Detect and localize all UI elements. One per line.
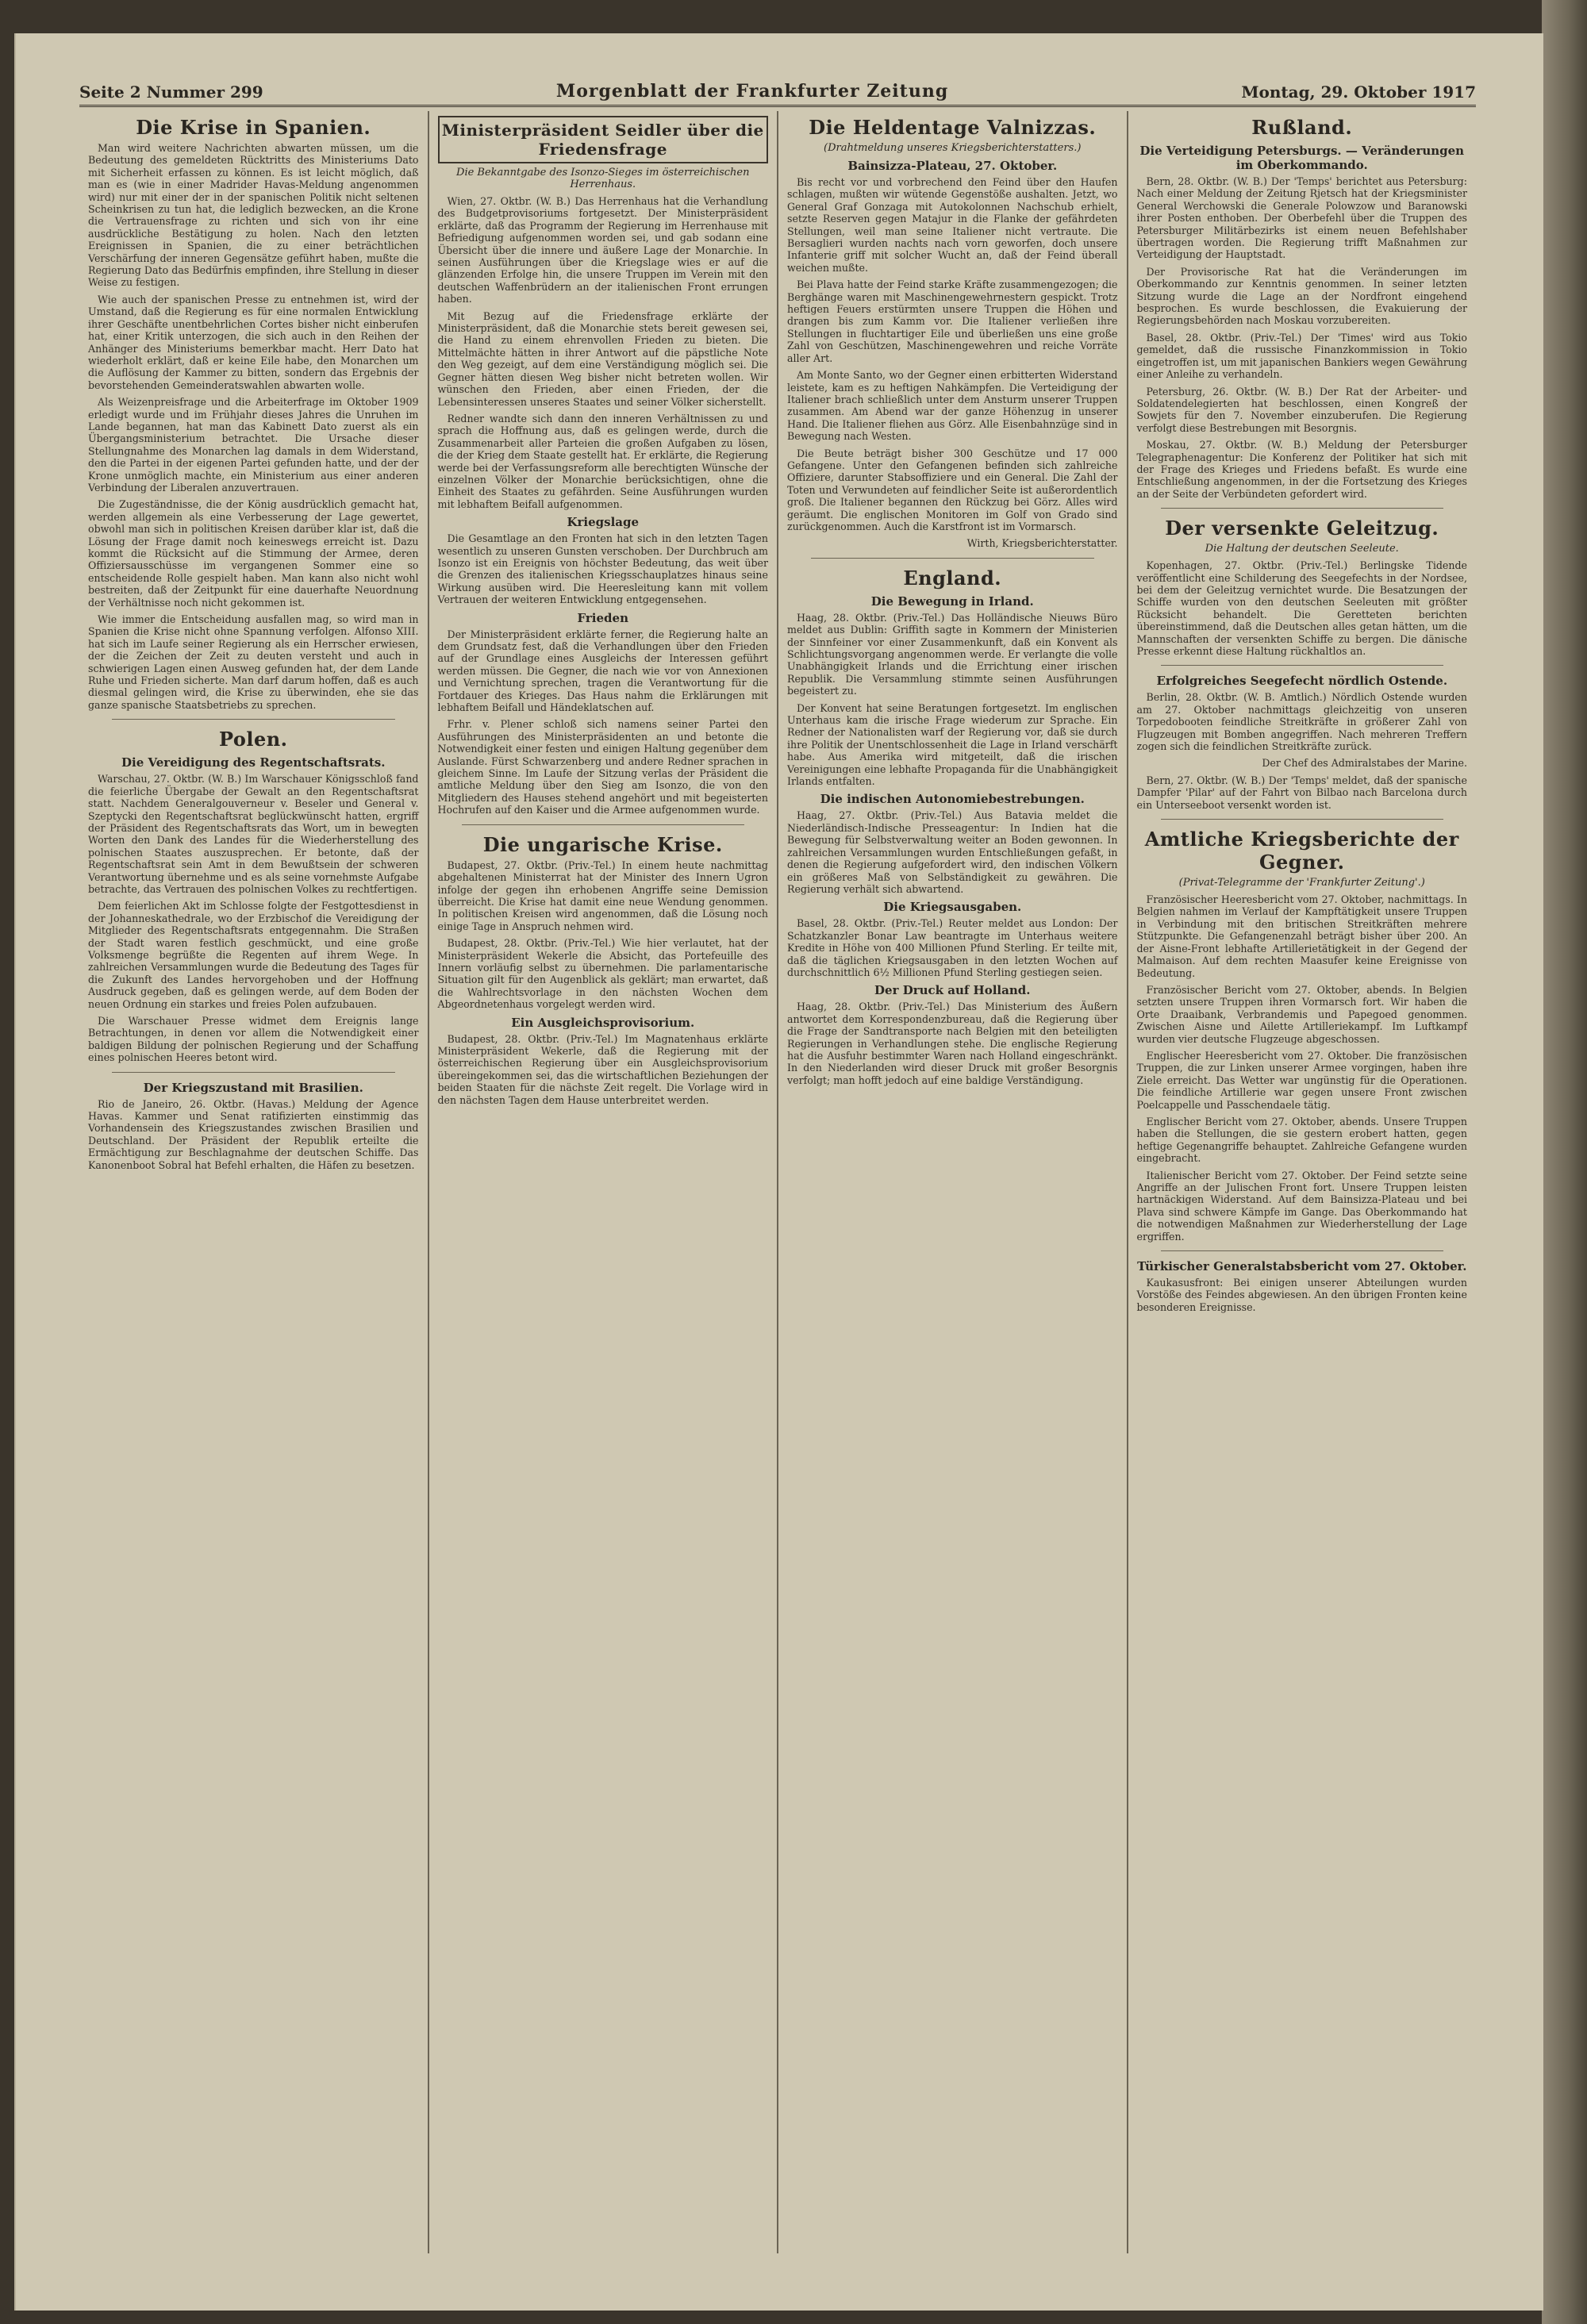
article-paragraph: Haag, 27. Oktbr. (Priv.-Tel.) Aus Batavia meldet die Niederländisch-Indische Presseagentur: In Indien hat die Bewegung für Selbstverwaltung weiter an Boden gewonnen. In zahlreichen Versammlungen wurden Entschließungen gefaßt, in denen die Regierung aufgefordert wird, den indischen Völkern ein größeres Maß von Selbständigkeit zu gewähren. Die Regierung verhält sich abwartend. (787, 809, 1118, 895)
article-title: Ministerpräsident Seidler über die Friedensfrage (438, 116, 769, 163)
column-4 (1128, 111, 1477, 2253)
article-paragraph: Basel, 28. Oktbr. (Priv.-Tel.) Der 'Times' wird aus Tokio gemeldet, daß die russische Finanzkommission in Tokio eingetroffen ist, um mit japanischen Bankiers wegen Gewährung einer Anleihe zu verhandeln. (1136, 331, 1467, 381)
article-paragraph: Berlin, 28. Oktbr. (W. B. Amtlich.) Nördlich Ostende wurden am 27. Oktober nachmittags gleichzeitig von unseren Torpedobooten feindliche Streitkräfte in größerer Zahl von Flugzeugen mit Bomben angegriffen. Nach mehreren Treffern zogen sich die feindlichen Streitkräfte zurück. (1136, 691, 1467, 753)
dateline: Bainsizza-Plateau, 27. Oktober. (847, 159, 1058, 173)
article-title: Türkischer Generalstabsbericht vom 27. Oktober. (1137, 1259, 1467, 1274)
article-title: Die ungarische Krise. (482, 832, 723, 856)
header-page-number: Seite 2 Nummer 299 (79, 83, 263, 102)
article-paragraph: Man wird weitere Nachrichten abwarten müssen, um die Bedeutung des gemeldeten Rücktritts des Ministeriums Dato mit Sicherheit erfassen zu können. Es ist leicht möglich, daß man es (wie in einer Madrider Havas-Meldung angenommen wird) nur mit einer der in der spanischen Politik nicht seltenen Scheinkrisen zu tun hat, die lediglich bezwecken, an die Krone die Vertrauensfrage zu richten und sich von ihr eine ausdrückliche Bestätigung zu holen. Nach den letzten Ereignissen in Spanien, die zu einer beträchtlichen Verschärfung der inneren Gegensätze geführt haben, mußte die Regierung Dato das Bedürfnis empfinden, ihre Stellung in dieser Weise zu festigen. (88, 142, 419, 289)
article-paragraph: Budapest, 28. Oktbr. (Priv.-Tel.) Im Magnatenhaus erklärte Ministerpräsident Wekerle, daß die Regierung mit der österreichischen Regierung über ein Ausgleichsprovisorium übereingekommen sei, das die wirtschaftlichen Beziehungen der beiden Staaten für die nächste Zeit regelt. Die Vorlage wird in den nächsten Tagen dem Hause unterbreitet werden. (437, 1032, 768, 1106)
article-paragraph: Haag, 28. Oktbr. (Priv.-Tel.) Das Holländische Nieuws Büro meldet aus Dublin: Griffith sagte in Kommern der Ministerien der Sinnfeiner vor einer Zusammenkunft, daß ein Konvent als Schlichtungsvorgang angenommen werde. Er verlangte die volle Unabhängigkeit Irlands und die Errichtung einer irischen Republik. Die Versammlung stimmte seinen Ausführungen begeistert zu. (787, 611, 1118, 697)
divider (1161, 1250, 1444, 1251)
article-subtitle: (Privat-Telegramme der 'Frankfurter Zeitung'.) (1178, 877, 1425, 889)
header-date: Montag, 29. Oktober 1917 (1241, 83, 1476, 102)
article-paragraph: Bern, 27. Oktbr. (W. B.) Der 'Temps' meldet, daß der spanische Dampfer 'Pilar' auf der Fahrt von Bilbao nach Barcelona durch ein Unterseeboot versenkt worden ist. (1136, 774, 1467, 811)
byline: Wirth, Kriegsberichterstatter. (966, 537, 1118, 550)
article-paragraph: Kopenhagen, 27. Oktbr. (Priv.-Tel.) Berlingske Tidende veröffentlicht eine Schilderung des Seegefechts in der Nordsee, bei dem der Geleitzug vernichtet wurde. Die Besatzungen der Schiffe wurden von den deutschen Seeleuten mit größter Rücksicht behandelt. Die Geretteten berichten übereinstimmend, daß die Deutschen alles getan hätten, um die Mannschaften der versenkten Schiffe zu bergen. Die dänische Presse erkennt diese Haltung rückhaltlos an. (1136, 559, 1467, 657)
article-title: Erfolgreiches Seegefecht nördlich Ostende. (1156, 674, 1448, 689)
article-paragraph: Frhr. v. Plener schloß sich namens seiner Partei den Ausführungen des Ministerpräsidenten an und betonte die Notwendigkeit einer festen und einigen Haltung gegenüber dem Auslande. Fürst Schwarzenberg und andere Redner sprachen in gleichem Sinne. Im Laufe der Sitzung verlas der Präsident die amtliche Meldung über den Sieg am Isonzo, die von den Mitgliedern des Hauses stehend angehört und mit begeisterten Hochrufen auf den Kaiser und die Armee aufgenommen wurde. (437, 718, 768, 816)
article-paragraph: Mit Bezug auf die Friedensfrage erklärte der Ministerpräsident, daß die Monarchie stets bereit gewesen sei, die Hand zu einem ehrenvollen Frieden zu bieten. Die Mittelmächte hätten in ihrer Antwort auf die päpstliche Note den Weg gezeigt, auf dem eine Verständigung möglich sei. Die Gegner hätten diesen Weg bisher nicht betreten wollen. Wir wünschen den Frieden, aber einen Frieden, der die Lebensinteressen unseres Staates und seiner Völker sicherstellt. (437, 309, 768, 408)
article-subtitle: (Drahtmeldung unseres Kriegsberichterstatters.) (824, 142, 1082, 154)
article-paragraph: Die Beute beträgt bisher 300 Geschütze und 17 000 Gefangene. Unter den Gefangenen befinden sich zahlreiche Offiziere, darunter Stabsoffiziere und ein General. Die Zahl der Toten und Verwundeten auf feindlicher Seite ist außerordentlich groß. Die Italiener begannen den Rückzug bei Görz. Alles wird geräumt. Die englischen Monitoren im Golf von Grado sind zurückgenommen. Auch die Karstfront ist im Vormarsch. (787, 447, 1118, 532)
article-title: Die Kriegsausgaben. (883, 900, 1022, 915)
article-paragraph: Als Weizenpreisfrage und die Arbeiterfrage im Oktober 1909 erledigt wurde und im Frühjahr dieses Jahres die Unruhen im Lande begannen, hat man das Kabinett Dato zuerst als ein Übergangsministerium betrachtet. Die Ursache dieser Stellungnahme des Monarchen lag damals in dem Widerstand, den die Partei in der eigenen Partei gefunden hatte, und der der Krone unmöglich machte, ein Ministerium aus einer anderen Verbindung der Liberalen anzuvertrauen. (88, 396, 419, 494)
book-spine (1542, 0, 1587, 2324)
article-title: England. (903, 566, 1002, 590)
article-title: Die Krise in Spanien. (136, 116, 371, 139)
article-paragraph: Dem feierlichen Akt im Schlosse folgte der Festgottesdienst in der Johanneskathedrale, wo der Erzbischof die Vereidigung der Mitglieder des Regentschaftsrats entgegennahm. Die Straßen der Stadt waren festlich geschmückt, und eine große Volksmenge begrüßte die Regenten auf ihrem Wege. In zahlreichen Versammlungen wurde die Bedeutung des Tages für die Zukunft des Landes hervorgehoben und der Hoffnung Ausdruck gegeben, daß es gelingen werde, auf dem Boden der neuen Ordnung ein starkes und freies Polen aufzubauen. (88, 900, 419, 1010)
divider (1161, 508, 1444, 509)
article-paragraph: Französischer Bericht vom 27. Oktober, abends. In Belgien setzten unsere Truppen ihren Vormarsch fort. Wir haben die Orte Draaibank, Verbrandemis und Papegoed genommen. Zwischen Aisne und Ailette Artilleriekampf. Im Luftkampf wurden vier deutsche Flugzeuge abgeschossen. (1136, 983, 1467, 1045)
article-title: Amtliche Kriegsberichte der Gegner. (1144, 828, 1459, 874)
article-paragraph: Der Ministerpräsident erklärte ferner, die Regierung halte an dem Grundsatz fest, daß die Verhandlungen über den Frieden auf der Grundlage eines Ausgleichs der Interessen geführt werden müssen. Die Gegner, die nach wie vor von Annexionen und Vernichtung sprechen, tragen die Verantwortung für die Fortdauer des Krieges. Das Haus nahm die Erklärungen mit lebhaftem Beifall und Händeklatschen auf. (437, 628, 768, 714)
article-paragraph: Kaukasusfront: Bei einigen unserer Abteilungen wurden Vorstöße des Feindes abgewiesen. An den übrigen Fronten keine besonderen Ereignisse. (1136, 1277, 1467, 1313)
article-title: Der Druck auf Holland. (874, 983, 1031, 998)
article-subtitle: Die Haltung der deutschen Seeleute. (1205, 543, 1399, 555)
divider (112, 719, 395, 720)
article-paragraph: Wien, 27. Oktbr. (W. B.) Das Herrenhaus hat die Verhandlung des Budgetprovisoriums fortgesetzt. Der Ministerpräsident erklärte, daß das Programm der Regierung im Herrenhause mit Befriedigung aufgenommen worden sei, und gab sodann eine Übersicht über die innere und äußere Lage der Monarchie. In seinen Ausführungen über die Kriegslage wies er auf die glänzenden Erfolge hin, die unsere Truppen im Verein mit den deutschen Waffenbrüdern an der italienischen Front errungen haben. (437, 195, 768, 305)
article-paragraph: Der Konvent hat seine Beratungen fortgesetzt. Im englischen Unterhaus kam die irische Frage wiederum zur Sprache. Ein Redner der Nationalisten warf der Regierung vor, daß sie durch ihre Politik der Unentschlossenheit die Lage in Irland verschärft habe. Aus Amerika wird mitgeteilt, daß die irischen Vereinigungen eine lebhafte Propaganda für die Unabhängigkeit Irlands entfalten. (787, 701, 1118, 788)
article-paragraph: Englischer Bericht vom 27. Oktober, abends. Unsere Truppen haben die Stellungen, die sie gestern erobert hatten, gegen heftige Gegenangriffe behauptet. Zahlreiche Gefangene wurden eingebracht. (1136, 1115, 1467, 1165)
divider (462, 824, 745, 825)
article-paragraph: Der Provisorische Rat hat die Veränderungen im Oberkommando zur Kenntnis genommen. In seiner letzten Sitzung wurde die Lage an der Nordfront eingehend besprochen. Es wurde beschlossen, die Evakuierung der Regierungsbehörden nach Moskau vorzubereiten. (1136, 265, 1467, 327)
section-heading: Ein Ausgleichsprovisorium. (511, 1015, 695, 1030)
article-subtitle: Die Bewegung in Irland. (870, 593, 1034, 609)
article-title: Der Kriegszustand mit Brasilien. (143, 1080, 363, 1095)
divider (811, 558, 1094, 559)
section-heading: Kriegslage (567, 515, 640, 530)
byline: Der Chef des Admiralstabes der Marine. (1262, 757, 1467, 770)
article-paragraph: Die Warschauer Presse widmet dem Ereignis lange Betrachtungen, in denen vor allem die Notwendigkeit einer baldigen Bildung der polnischen Regierung und der Schaffung eines polnischen Heeres betont wird. (88, 1015, 419, 1064)
divider (1161, 819, 1444, 820)
article-paragraph: Warschau, 27. Oktbr. (W. B.) Im Warschauer Königsschloß fand die feierliche Übergabe der Gewalt an den Regentschaftsrat statt. Nachdem Generalgouverneur v. Beseler und General v. Szeptycki den Regentschaftsrat beglückwünscht hatten, ergriff der Präsident des Regentschaftsrats das Wort, um in bewegten Worten den Dank des Landes für die Wiederherstellung des polnischen Staates auszusprechen. Er betonte, daß der Regentschaftsrat sein Amt in dem Bewußtsein der schweren Verantwortung übernehme und es als seine vornehmste Aufgabe betrachte, das Vertrauen des polnischen Volkes zu rechtfertigen. (88, 773, 419, 895)
columns (79, 111, 1476, 2253)
article-paragraph: Bei Plava hatte der Feind starke Kräfte zusammengezogen; die Berghänge waren mit Maschinengewehrnestern gespickt. Trotz heftigen Feuers erstürmten unsere Truppen die Höhen und drangen bis zum Kamm vor. Die Italiener verließen ihre Stellungen in fluchtartiger Eile und überließen uns eine große Zahl von Geschützen, Maschinengewehren und reiche Vorräte aller Art. (787, 278, 1118, 364)
header-masthead: Morgenblatt der Frankfurter Zeitung (555, 81, 949, 102)
article-paragraph: Petersburg, 26. Oktbr. (W. B.) Der Rat der Arbeiter- und Soldatendelegierten hat beschlossen, einen Kongreß der Sowjets für den 7. November einzuberufen. Die Regierung verfolgt diese Bestrebungen mit Besorgnis. (1136, 385, 1467, 434)
article-title: Der versenkte Geleitzug. (1165, 517, 1439, 540)
article-paragraph: Bern, 28. Oktbr. (W. B.) Der 'Temps' berichtet aus Petersburg: Nach einer Meldung der Zeitung Rjetsch hat der Kriegsminister General Werchowski die Generale Polowzow und Baranowski ihrer Posten enthoben. Der Oberbefehl über die Truppen des Petersburger Militärbezirks ist einem neuen Befehlshaber übertragen worden. Die Regierung trifft Maßnahmen zur Verteidigung der Hauptstadt. (1136, 175, 1467, 261)
divider (112, 1072, 395, 1073)
section-heading: Frieden (577, 610, 628, 625)
article-paragraph: Budapest, 28. Oktbr. (Priv.-Tel.) Wie hier verlautet, hat der Ministerpräsident Wekerle die Absicht, das Portefeuille des Innern vorläufig selbst zu übernehmen. Die parlamentarische Situation gilt für den Augenblick als geklärt; man erwartet, daß die Wahlrechtsvorlage in den nächsten Wochen dem Abgeordnetenhaus vorgelegt werden wird. (437, 937, 768, 1011)
article-paragraph: Die Zugeständnisse, die der König ausdrücklich gemacht hat, werden allgemein als eine Verbesserung der Lage gewertet, obwohl man sich in politischen Kreisen darüber klar ist, daß die Lösung der Frage damit noch keineswegs erreicht ist. Dazu kommt die Rücksicht auf die Stimmung der Armee, deren Offiziersausschüsse im vergangenen Sommer eine so entscheidende Rolle gespielt haben. Man kann also nicht wohl bestreiten, daß der Zeitpunkt für eine dauerhafte Neuordnung der Verhältnisse noch nicht gekommen ist. (88, 498, 419, 609)
divider (1161, 665, 1444, 666)
article-paragraph: Moskau, 27. Oktbr. (W. B.) Meldung der Petersburger Telegraphenagentur: Die Konferenz der Politiker hat sich mit der Frage des Krieges und Friedens befaßt. Es wurde eine Entschließung angenommen, in der die Fortsetzung des Krieges an der Seite der Verbündeten gefordert wird. (1136, 439, 1467, 500)
article-subtitle: Die Bekanntgabe des Isonzo-Sieges im österreichischen Herrenhaus. (456, 167, 750, 190)
article-paragraph: Bis recht vor und vorbrechend den Feind über den Haufen schlagen, mußten wir wütende Gegenstöße aushalten. Jetzt, wo General Graf Gonzaga mit Autokolonnen Nachschub erhielt, setzte Reserven gegen Matajur in die Flanke der gefährdeten Stellungen, weil man seine Italiener nicht vertraute. Die Bersaglieri wurden nachts nach vorn geworfen, doch unsere Infanterie griff mit solcher Wucht an, daß der Feind überall weichen mußte. (787, 176, 1118, 274)
article-paragraph: Budapest, 27. Oktbr. (Priv.-Tel.) In einem heute nachmittag abgehaltenen Ministerrat hat der Minister des Innern Ugron infolge der gegen ihn erhobenen Angriffe seine Demission überreicht. Die Krise hat damit eine neue Wendung genommen. In politischen Kreisen wird angenommen, daß die Lösung noch einige Tage in Anspruch nehmen wird. (437, 859, 768, 932)
article-paragraph: Haag, 28. Oktbr. (Priv.-Tel.) Das Ministerium des Äußern antwortet dem Korrespondenzbureau, daß die Regierung über die Frage der Sandtransporte nach Belgien mit den beteiligten Regierungen in Verhandlungen stehe. Die englische Regierung hat die Ausfuhr bestimmter Waren nach Holland eingeschränkt. In den Niederlanden wird dieser Druck mit großer Besorgnis verfolgt; man hofft jedoch auf eine baldige Verständigung. (787, 1001, 1118, 1086)
article-paragraph: Redner wandte sich dann den inneren Verhältnissen zu und sprach die Hoffnung aus, daß es gelingen werde, durch die Zusammenarbeit aller Parteien die großen Aufgaben zu lösen, die der Krieg dem Staate gestellt hat. Er erklärte, die Regierung werde bei der Verfassungsreform alle berechtigten Wünsche der einzelnen Völker der Monarchie berücksichtigen, ohne die Einheit des Staates zu gefährden. Seine Ausführungen wurden mit lebhaftem Beifall aufgenommen. (437, 412, 768, 510)
article-paragraph: Basel, 28. Oktbr. (Priv.-Tel.) Reuter meldet aus London: Der Schatzkanzler Bonar Law beantragte im Unterhaus weitere Kredite in Höhe von 400 Millionen Pfund Sterling. Er teilte mit, daß die täglichen Kriegsausgaben in den letzten Wochen auf durchschnittlich 6½ Millionen Pfund Sterling gestiegen seien. (787, 917, 1118, 978)
article-paragraph: Englischer Heeresbericht vom 27. Oktober. Die französischen Truppen, die zur Linken unserer Armee vorgingen, haben ihre Ziele erreicht. Das Wetter war ungünstig für die Operationen. Die feindliche Artillerie war gegen unsere Front zwischen Poelcappelle und Passchendaele tätig. (1136, 1049, 1467, 1111)
column-2 (429, 111, 779, 2253)
column-3 (778, 111, 1128, 2253)
page-header (79, 49, 1476, 107)
article-paragraph: Am Monte Santo, wo der Gegner einen erbitterten Widerstand leistete, kam es zu heftigen Nahkämpfen. Die Verteidigung der Italiener brach schließlich unter dem Ansturm unserer Truppen zusammen. Am Abend war der ganze Höhenzug in unserer Hand. Die Italiener fliehen aus Görz. Alle Eisenbahnzüge sind in Bewegung nach Westen. (787, 369, 1118, 443)
article-subtitle: Die Vereidigung des Regentschaftsrats. (121, 755, 386, 770)
article-paragraph: Die Gesamtlage an den Fronten hat sich in den letzten Tagen wesentlich zu unseren Gunsten verschoben. Der Durchbruch am Isonzo ist ein Ereignis von höchster Bedeutung, das weit über die Grenzen des italienischen Kriegsschauplatzes hinaus seine Wirkung ausüben wird. Die Heeresleitung kann mit vollem Vertrauen der weiteren Entwicklung entgegensehen. (437, 532, 768, 606)
article-subtitle: Die Verteidigung Petersburgs. — Veränderungen im Oberkommando. (1139, 144, 1465, 172)
article-title: Die Heldentage Valnizzas. (809, 116, 1097, 139)
column-1 (79, 111, 429, 2253)
article-paragraph: Italienischer Bericht vom 27. Oktober. Der Feind setzte seine Angriffe an der Julischen Front fort. Unsere Truppen leisten hartnäckigen Widerstand. Auf dem Bainsizza-Plateau und bei Plava sind schwere Kämpfe im Gange. Das Oberkommando hat die notwendigen Maßnahmen zur Wiederherstellung der Lage ergriffen. (1136, 1169, 1467, 1243)
article-paragraph: Wie immer die Entscheidung ausfallen mag, so wird man in Spanien die Krise nicht ohne Spannung verfolgen. Alfonso XIII. hat sich im Laufe seiner Regierung als ein Herrscher erwiesen, der die Zeichen der Zeit zu deuten versteht und auch in schwierigen Lagen einen Ausweg gefunden hat, der dem Lande Ruhe und Frieden sicherte. Man darf darum hoffen, daß es auch diesmal gelingen wird, die Krise zu überwinden, ehe sie das ganze spanische Staatsbetriebs zu sprechen. (88, 613, 419, 711)
article-title: Die indischen Autonomiebestrebungen. (820, 792, 1085, 807)
article-title: Polen. (218, 728, 288, 751)
article-paragraph: Wie auch der spanischen Presse zu entnehmen ist, wird der Umstand, daß die Regierung es für eine normalen Entwicklung ihrer Geschäfte unentbehrlichen Cortes bisher nicht einberufen hat, einer Kritik unterzogen, die sich auch in den Reihen der Anhänger des Ministeriums bemerkbar macht. Herr Dato hat wiederholt erklärt, daß er keine Eile habe, den Monarchen um die Auflösung der Kammer zu bitten, sondern das Ergebnis der bevorstehenden Gemeinderatswahlen abwarten wolle. (88, 293, 419, 391)
article-title: Rußland. (1251, 116, 1353, 139)
article-paragraph: Rio de Janeiro, 26. Oktbr. (Havas.) Meldung der Agence Havas. Kammer und Senat ratifizierten einstimmig das Vorhandensein des Kriegszustandes zwischen Brasilien und Deutschland. Der Präsident der Republik erteilte die Ermächtigung zur Beschlagnahme der deutschen Schiffe. Das Kanonenboot Sobral hat Befehl erhalten, die Häfen zu besetzen. (88, 1097, 419, 1171)
article-paragraph: Französischer Heeresbericht vom 27. Oktober, nachmittags. In Belgien nahmen im Verlauf der Kampftätigkeit unsere Truppen in Verbindung mit den britischen Streitkräften mehrere Stützpunkte. Die Gefangenenzahl beträgt bisher über 200. An der Aisne-Front lebhafte Artillerietätigkeit in der Gegend der Malmaison. Auf dem rechten Maasufer keine Ereignisse von Bedeutung. (1136, 893, 1467, 979)
